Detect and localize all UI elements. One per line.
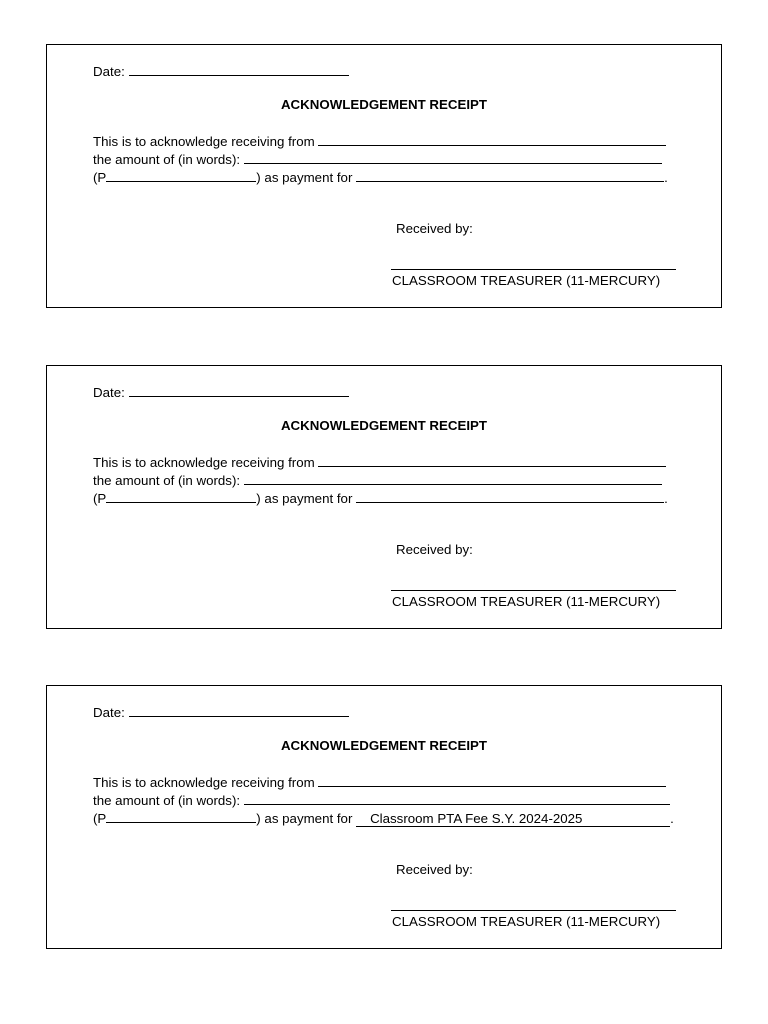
receipt-3 — [46, 685, 722, 949]
date-line — [93, 383, 349, 401]
amount-numeric-blank[interactable] — [106, 809, 256, 823]
received-from-line — [93, 453, 666, 471]
line-end: . — [664, 491, 668, 506]
received-by-label: Received by: — [396, 542, 473, 557]
received-from-label: This is to acknowledge receiving from — [93, 134, 315, 149]
amount-words-blank[interactable] — [244, 150, 662, 164]
received-from-blank[interactable] — [318, 773, 666, 787]
date-blank[interactable] — [129, 62, 349, 76]
amount-prefix: (P — [93, 170, 107, 185]
date-blank[interactable] — [129, 383, 349, 397]
received-by-label: Received by: — [396, 862, 473, 877]
amount-words-blank[interactable] — [244, 471, 662, 485]
amount-words-line — [93, 791, 670, 809]
received-from-label: This is to acknowledge receiving from — [93, 775, 315, 790]
amount-words-label: the amount of (in words): — [93, 473, 241, 488]
received-from-label: This is to acknowledge receiving from — [93, 455, 315, 470]
receipt-2 — [46, 365, 722, 629]
received-from-blank[interactable] — [318, 453, 666, 467]
payment-for-filled[interactable]: Classroom PTA Fee S.Y. 2024-2025 — [356, 812, 670, 827]
payment-for-label: ) as payment for — [256, 811, 353, 826]
amount-words-line — [93, 150, 662, 168]
amount-numeric-blank[interactable] — [106, 489, 256, 503]
payment-for-blank[interactable] — [356, 489, 664, 503]
date-blank[interactable] — [129, 703, 349, 717]
signature-line[interactable] — [391, 269, 676, 270]
date-label: Date: — [93, 64, 125, 79]
amount-words-line — [93, 471, 662, 489]
received-from-line — [93, 132, 666, 150]
received-by-label: Received by: — [396, 221, 473, 236]
line-end: . — [664, 170, 668, 185]
received-from-blank[interactable] — [318, 132, 666, 146]
line-end: . — [670, 811, 674, 826]
amount-prefix: (P — [93, 811, 107, 826]
received-from-line — [93, 773, 666, 791]
amount-words-label: the amount of (in words): — [93, 152, 241, 167]
amount-words-label: the amount of (in words): — [93, 793, 241, 808]
date-line — [93, 62, 349, 80]
signature-line[interactable] — [391, 590, 676, 591]
receipt-title: ACKNOWLEDGEMENT RECEIPT — [280, 418, 488, 433]
payment-line — [93, 809, 674, 827]
payment-for-blank[interactable] — [356, 168, 664, 182]
amount-words-blank[interactable] — [244, 791, 670, 805]
receipt-title: ACKNOWLEDGEMENT RECEIPT — [280, 738, 488, 753]
payment-line — [93, 168, 668, 186]
treasurer-label: CLASSROOM TREASURER (11-MERCURY) — [392, 914, 661, 929]
date-label: Date: — [93, 705, 125, 720]
receipt-title: ACKNOWLEDGEMENT RECEIPT — [280, 97, 488, 112]
amount-prefix: (P — [93, 491, 107, 506]
payment-for-label: ) as payment for — [256, 170, 353, 185]
date-label: Date: — [93, 385, 125, 400]
payment-for-label: ) as payment for — [256, 491, 353, 506]
signature-line[interactable] — [391, 910, 676, 911]
treasurer-label: CLASSROOM TREASURER (11-MERCURY) — [392, 594, 661, 609]
treasurer-label: CLASSROOM TREASURER (11-MERCURY) — [392, 273, 661, 288]
date-line — [93, 703, 349, 721]
receipt-1 — [46, 44, 722, 308]
amount-numeric-blank[interactable] — [106, 168, 256, 182]
payment-line — [93, 489, 668, 507]
